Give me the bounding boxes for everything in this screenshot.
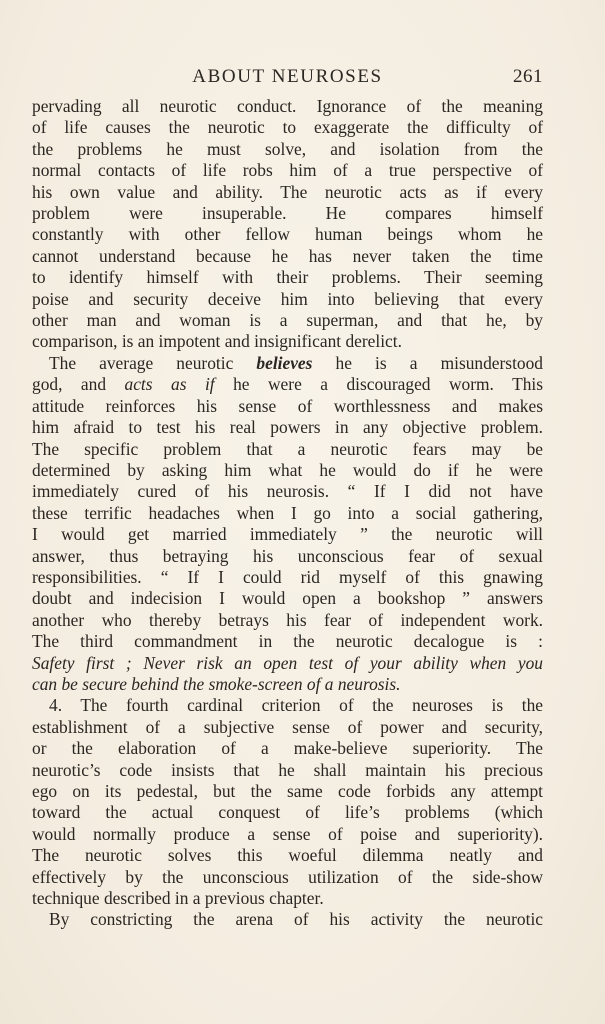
paragraph-3 xyxy=(32,695,543,888)
text-line: By constricting the arena of his activity the neurotic xyxy=(49,909,543,930)
text-line: toward the actual conquest of life’s problems (which xyxy=(32,802,543,823)
text-line: normal contacts of life robs him of a true perspective of xyxy=(32,160,543,181)
text-line: god, and acts as if he were a discouraged worm. This xyxy=(32,374,543,395)
text-line: doubt and indecision I would open a bookshop ” answers xyxy=(32,588,543,609)
text-line: immediately cured of his neurosis. “ If I did not have xyxy=(32,481,543,502)
text-line: these terrific headaches when I go into a social gathering, xyxy=(32,502,543,523)
text-line: The specific problem that a neurotic fears may be xyxy=(32,438,543,459)
text-line: attitude reinforces his sense of worthlessness and makes xyxy=(32,395,543,416)
text-line: of life causes the neurotic to exaggerate the difficulty of xyxy=(32,117,543,138)
text-line: cannot understand because he has never taken the time xyxy=(32,245,543,266)
text-line: 4. The fourth cardinal criterion of the neuroses is the xyxy=(49,695,543,716)
body-text xyxy=(32,96,543,931)
text-line: the problems he must solve, and isolation from the xyxy=(32,138,543,159)
text-line: answer, thus betraying his unconscious fear of sexual xyxy=(32,545,543,566)
text-line: another who thereby betrays his fear of independent work. xyxy=(32,609,543,630)
text-line: problem were insuperable. He compares himself xyxy=(32,203,543,224)
paragraph-2-last-line xyxy=(32,674,543,695)
text-line: responsibilities. “ If I could rid myself of this gnawing xyxy=(32,566,543,587)
text-line: determined by asking him what he would do if he were xyxy=(32,459,543,480)
paragraph-1 xyxy=(32,96,543,331)
text-line: comparison, is an impotent and insignificant derelict. xyxy=(32,331,402,352)
paragraph-2 xyxy=(32,353,543,674)
text-line: him afraid to test his real powers in any objective problem. xyxy=(32,417,543,438)
text-line: to identify himself with their problems. Their seeming xyxy=(32,267,543,288)
text-line: The neurotic solves this woeful dilemma neatly and xyxy=(32,845,543,866)
text-line: other man and woman is a superman, and that he, by xyxy=(32,310,543,331)
text-line: his own value and ability. The neurotic acts as if every xyxy=(32,181,543,202)
text-line: The average neurotic believes he is a misunderstood xyxy=(49,352,543,373)
paragraph-1-last-line xyxy=(32,331,543,352)
text-line: I would get married immediately ” the neurotic will xyxy=(32,524,543,545)
text-line: poise and security deceive him into believing that every xyxy=(32,288,543,309)
text-line: neurotic’s code insists that he shall maintain his precious xyxy=(32,759,543,780)
text-line: technique described in a previous chapter. xyxy=(32,888,324,909)
text-line: constantly with other fellow human beings whom he xyxy=(32,224,543,245)
page-number: 261 xyxy=(513,66,543,87)
running-head xyxy=(32,66,543,88)
text-line: The third commandment in the neurotic decalogue is : xyxy=(32,631,543,652)
text-line: effectively by the unconscious utilization of the side-show xyxy=(32,866,543,887)
running-title: ABOUT NEUROSES xyxy=(192,66,383,87)
text-line-italic: Safety first ; Never risk an open test of your ability when you xyxy=(32,652,543,673)
text-line: would normally produce a sense of poise and superiority). xyxy=(32,823,543,844)
paragraph-4 xyxy=(32,909,543,930)
text-line: ego on its pedestal, but the same code forbids any attempt xyxy=(32,781,543,801)
text-line: pervading all neurotic conduct. Ignorance of the meaning xyxy=(32,96,543,116)
text-line: establishment of a subjective sense of power and security, xyxy=(32,716,543,737)
text-line: or the elaboration of a make-believe superiority. The xyxy=(32,738,543,759)
text-line-italic: can be secure behind the smoke-screen of a neurosis. xyxy=(32,673,401,694)
paragraph-3-last-line xyxy=(32,888,543,909)
